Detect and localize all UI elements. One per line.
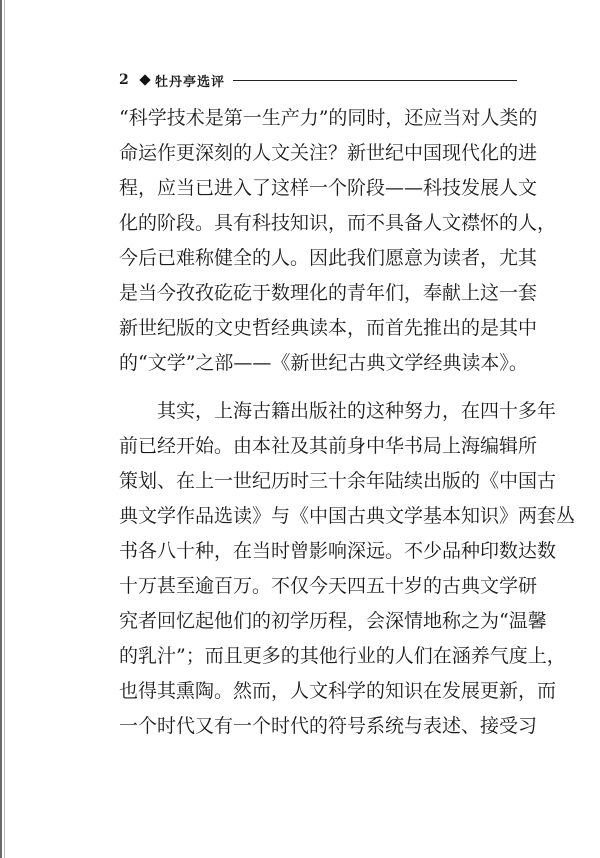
text-line: 化的阶段。具有科技知识，而不具备人文襟怀的人， xyxy=(119,212,557,234)
header-rule xyxy=(233,80,517,81)
text-line: 十万甚至逾百万。不仅今天四五十岁的古典文学研 xyxy=(119,575,538,597)
text-line: 的乳汁”；而且更多的其他行业的人们在涵养气度上， xyxy=(119,645,566,667)
text-line: “科学技术是第一生产力”的同时，还应当对人类的 xyxy=(119,107,538,129)
text-line: 是当今孜孜矻矻于数理化的青年们，奉献上这一套 xyxy=(119,282,538,304)
page-number: 2 xyxy=(119,72,129,88)
text-line: 究者回忆起他们的初学历程，会深情地称之为“温馨 xyxy=(119,610,547,632)
text-line: 新世纪版的文史哲经典读本，而首先推出的是其中 xyxy=(119,317,538,339)
page-edge-rule xyxy=(0,0,2,858)
running-header xyxy=(119,70,517,90)
text-line: 前已经开始。由本社及其前身中华书局上海编辑所 xyxy=(119,435,538,457)
paragraph xyxy=(119,101,557,381)
paragraph-gap xyxy=(119,381,517,394)
paragraph xyxy=(119,394,576,744)
text-line: 今后已难称健全的人。因此我们愿意为读者，尤其 xyxy=(119,247,538,269)
text-line: 命运作更深刻的人文关注？新世纪中国现代化的进 xyxy=(119,142,538,164)
diamond-icon xyxy=(139,74,150,85)
text-line: 一个时代又有一个时代的符号系统与表述、接受习 xyxy=(119,715,538,737)
text-line: 程，应当已进入了这样一个阶段——科技发展人文 xyxy=(119,177,538,199)
text-line: 书各八十种，在当时曾影响深远。不少品种印数达数 xyxy=(119,540,557,562)
text-line: 也得其熏陶。然而，人文科学的知识在发展更新，而 xyxy=(119,680,557,702)
page-edge-rule-inner xyxy=(4,0,5,858)
body-text xyxy=(119,101,576,744)
book-title: 牡丹亭选评 xyxy=(155,74,226,90)
text-line: 典文学作品选读》与《中国古典文学基本知识》两套丛 xyxy=(119,505,576,527)
text-line: 策划、在上一世纪历时三十余年陆续出版的《中国古 xyxy=(119,470,557,492)
text-line: 的“文学”之部——《新世纪古典文学经典读本》。 xyxy=(119,352,528,374)
text-line: 其实，上海古籍出版社的这种努力，在四十多年 xyxy=(119,400,557,422)
